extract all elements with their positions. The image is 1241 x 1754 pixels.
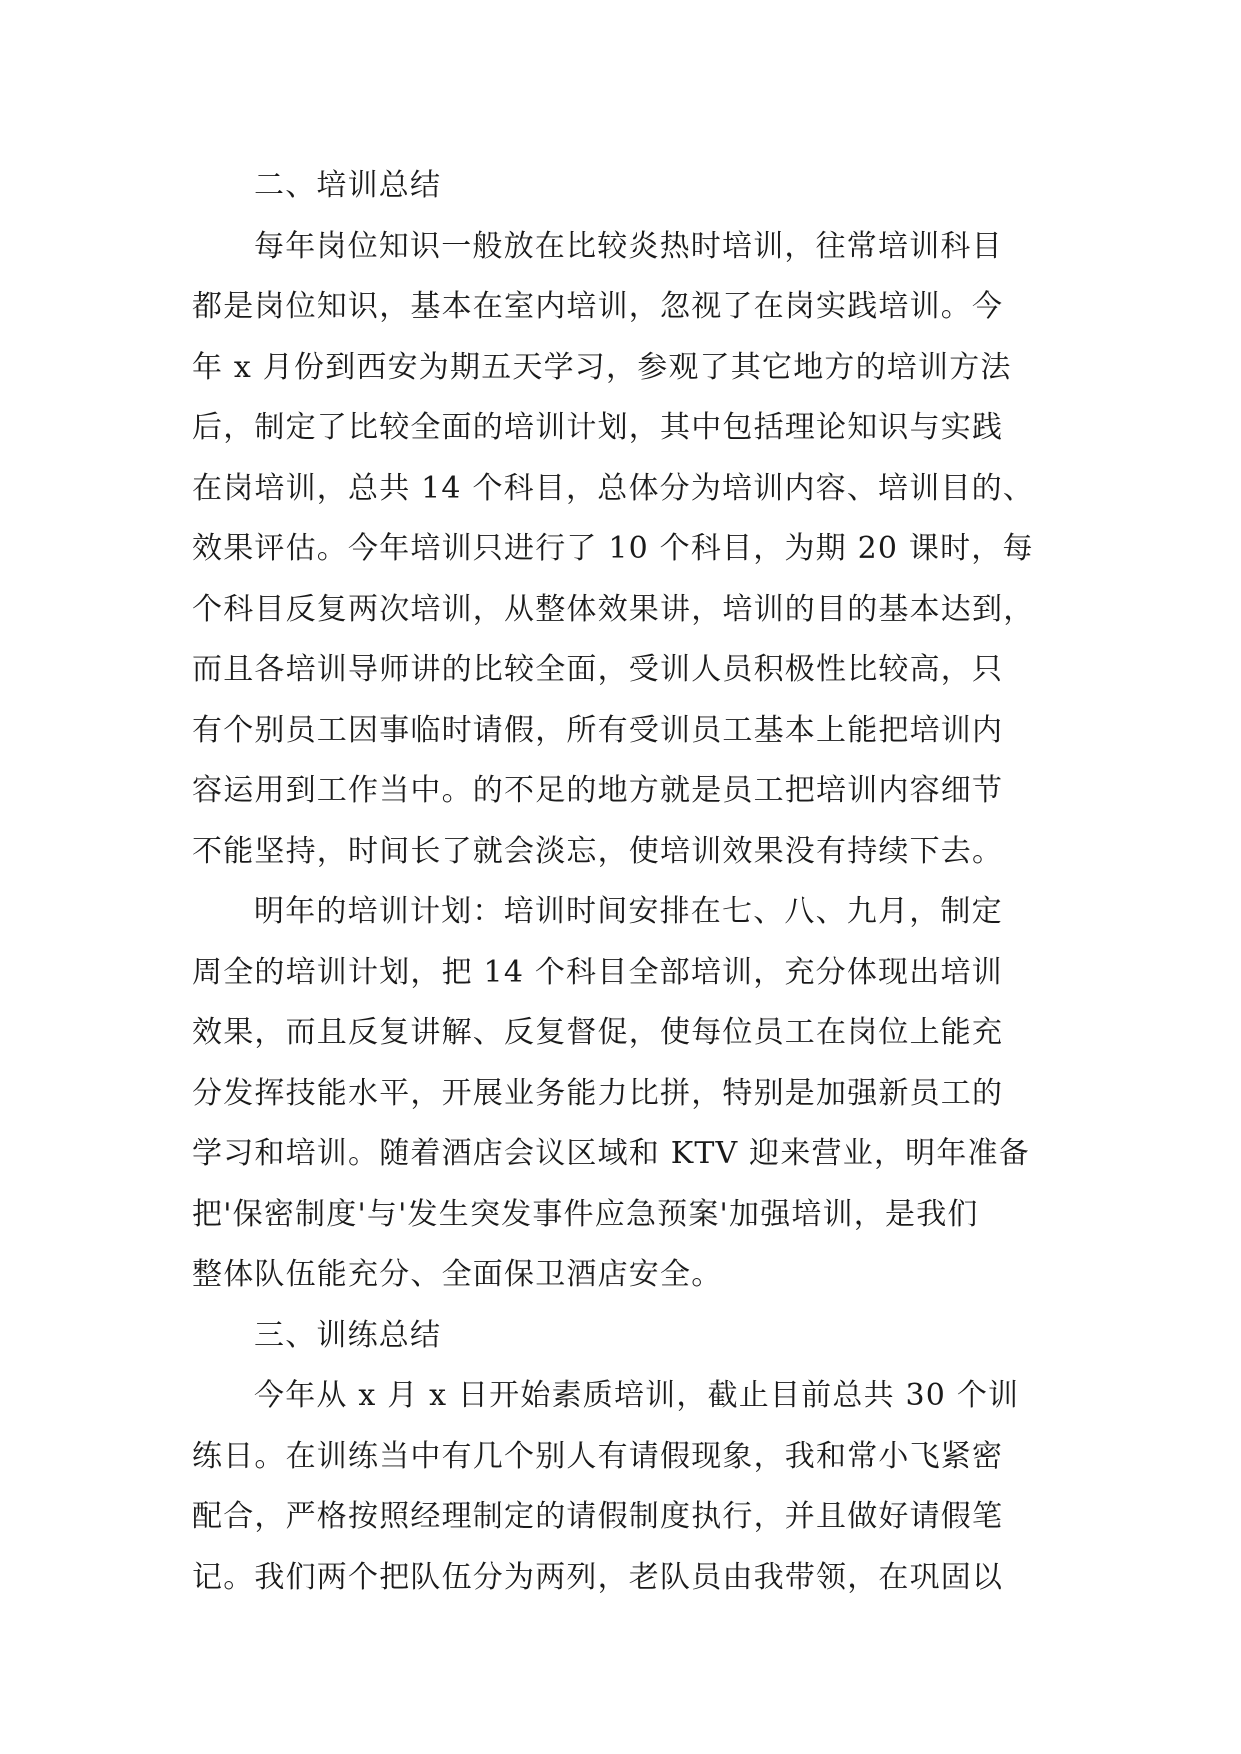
document-body bbox=[192, 156, 1052, 1608]
paragraph-line: 而且各培训导师讲的比较全面，受训人员积极性比较高，只 bbox=[192, 652, 1004, 687]
paragraph-line: 明年的培训计划：培训时间安排在七、八、九月，制定 bbox=[254, 894, 1003, 929]
paragraph-line: 效果，而且反复讲解、反复督促，使每位员工在岗位上能充 bbox=[192, 1015, 1004, 1050]
paragraph-line: 个科目反复两次培训，从整体效果讲，培训的目的基本达到， bbox=[192, 591, 1035, 627]
paragraph-line: 整体队伍能充分、全面保卫酒店安全。 bbox=[192, 1257, 723, 1292]
paragraph-line: 周全的培训计划，把 14 个科目全部培训，充分体现出培训 bbox=[192, 954, 1003, 990]
paragraph-line: 分发挥技能水平，开展业务能力比拼，特别是加强新员工的 bbox=[192, 1075, 1004, 1111]
section-heading: 二、培训总结 bbox=[254, 168, 442, 203]
paragraph-line: 都是岗位知识，基本在室内培训，忽视了在岗实践培训。今 bbox=[192, 289, 1004, 324]
paragraph-line: 年 x 月份到西安为期五天学习，参观了其它地方的培训方法 bbox=[192, 349, 1012, 385]
paragraph-line: 有个别员工因事临时请假，所有受训员工基本上能把培训内 bbox=[192, 712, 1004, 748]
paragraph-line: 记。我们两个把队伍分为两列，老队员由我带领，在巩固以 bbox=[192, 1559, 1004, 1595]
paragraph-line: 效果评估。今年培训只进行了 10 个科目，为期 20 课时，每 bbox=[192, 531, 1034, 566]
paragraph-line: 今年从 x 月 x 日开始素质培训，截止目前总共 30 个训 bbox=[254, 1378, 1020, 1413]
paragraph-line: 容运用到工作当中。的不足的地方就是员工把培训内容细节 bbox=[192, 773, 1004, 808]
paragraph-line: 学习和培训。随着酒店会议区域和 KTV 迎来营业，明年准备 bbox=[192, 1136, 1030, 1171]
paragraph-line: 每年岗位知识一般放在比较炎热时培训，往常培训科目 bbox=[254, 228, 1003, 264]
paragraph-line: 在岗培训，总共 14 个科目，总体分为培训内容、培训目的、 bbox=[192, 470, 1035, 506]
paragraph-line: 练日。在训练当中有几个别人有请假现象，我和常小飞紧密 bbox=[192, 1438, 1004, 1474]
paragraph-line: 后，制定了比较全面的培训计划，其中包括理论知识与实践 bbox=[192, 410, 1004, 445]
section-heading: 三、训练总结 bbox=[254, 1317, 442, 1353]
paragraph-line: 把'保密制度'与'发生突发事件应急预案'加强培训，是我们 bbox=[192, 1196, 979, 1232]
paragraph-line: 配合，严格按照经理制定的请假制度执行，并且做好请假笔 bbox=[192, 1499, 1004, 1534]
paragraph-line: 不能坚持，时间长了就会淡忘，使培训效果没有持续下去。 bbox=[192, 833, 1004, 869]
